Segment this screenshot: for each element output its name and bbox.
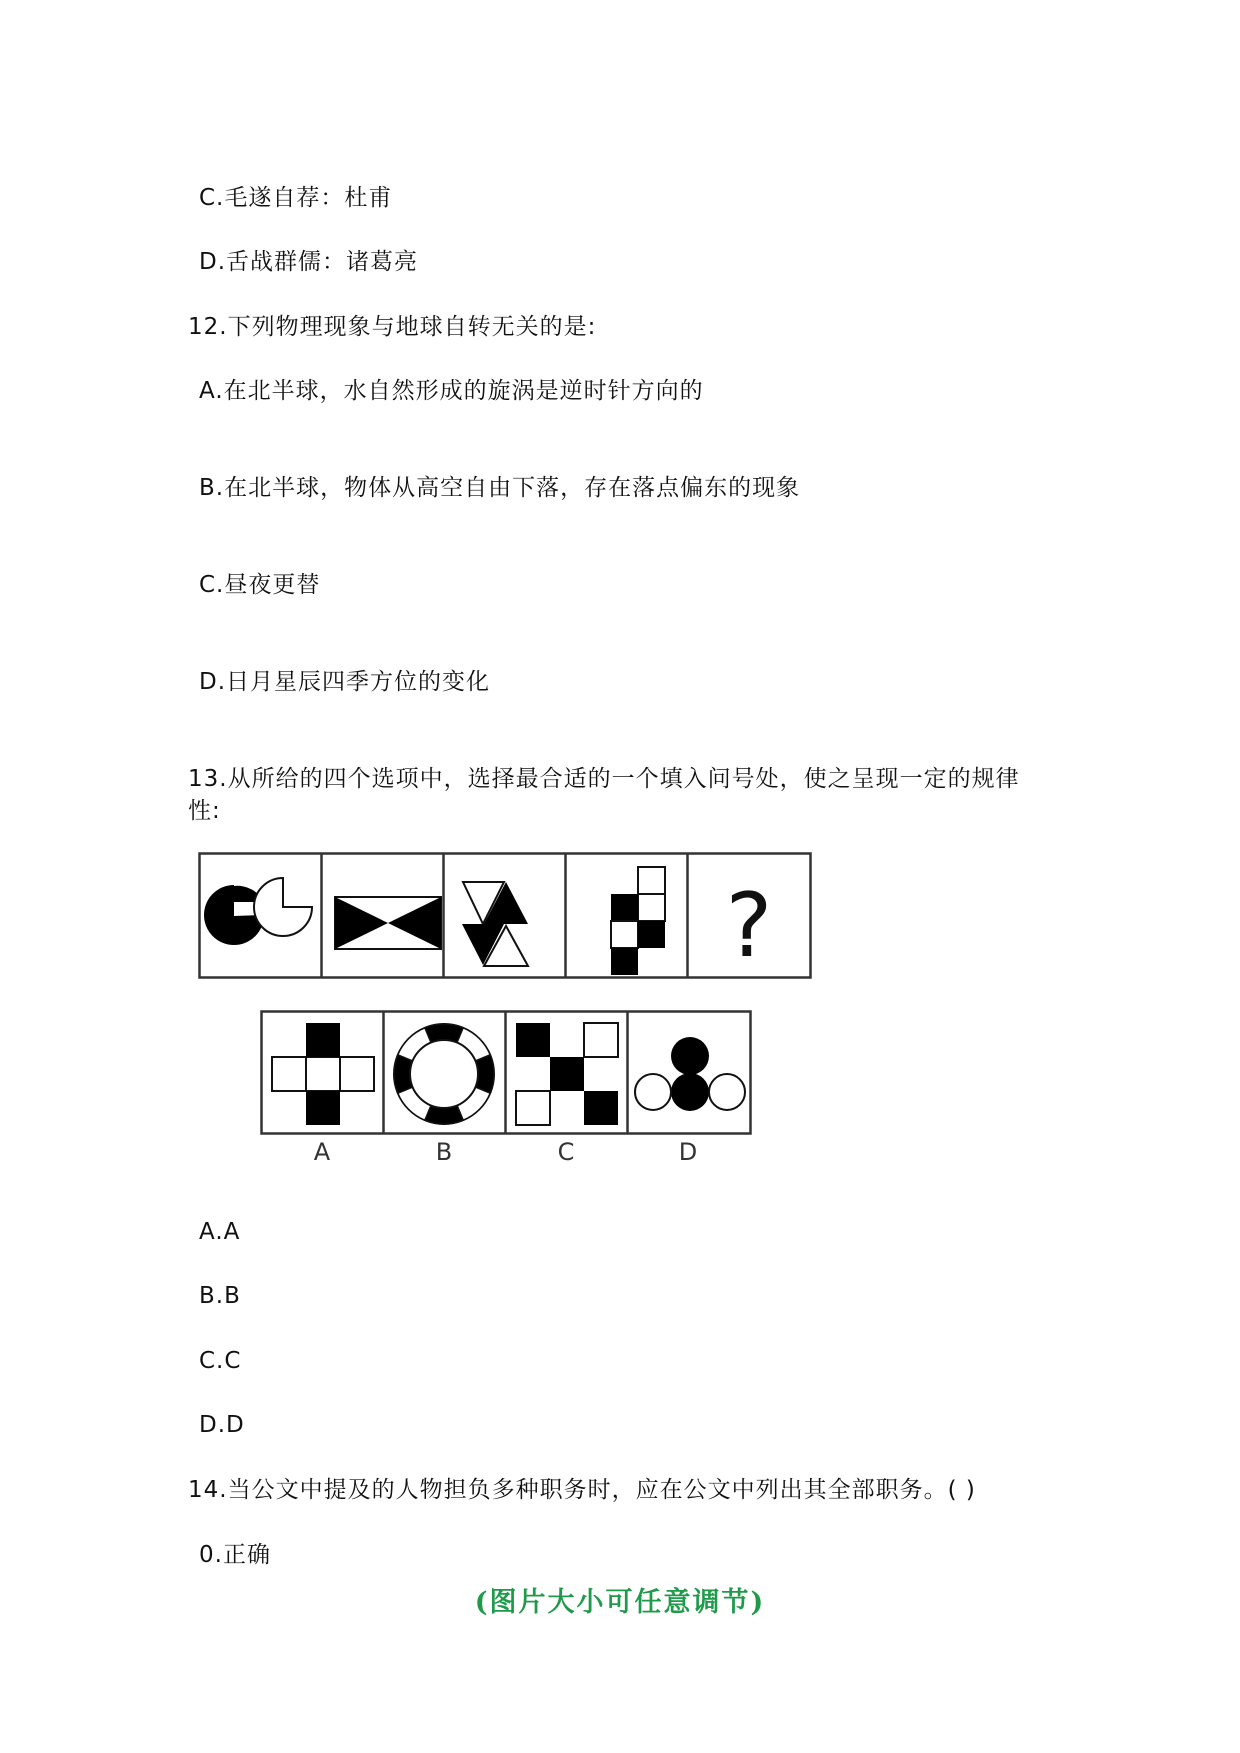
black-square — [550, 1057, 584, 1091]
q12-option-c: C.昼夜更替 — [199, 572, 321, 598]
white-square — [516, 1091, 550, 1125]
q12-option-d: D.日月星辰四季方位的变化 — [199, 669, 491, 695]
black-square — [584, 1091, 618, 1125]
white-square — [272, 1057, 306, 1091]
q13-option-a: A.A — [199, 1219, 241, 1245]
choice-label-c: C — [557, 1138, 575, 1166]
q12-option-a: A.在北半球，水自然形成的旋涡是逆时针方向的 — [199, 378, 704, 404]
white-square — [638, 894, 665, 921]
q13-question-line2: 性: — [188, 798, 221, 824]
black-square — [611, 948, 638, 975]
q11-option-d: D.舌战群儒：诸葛亮 — [199, 249, 419, 275]
white-square — [638, 867, 665, 894]
black-square — [516, 1023, 550, 1057]
q13-choices-figure — [260, 1010, 754, 1170]
white-square — [340, 1057, 374, 1091]
white-square — [611, 921, 638, 948]
black-square — [306, 1091, 340, 1125]
choice-label-b: B — [435, 1138, 453, 1166]
q11-option-c: C.毛遂自荐：杜甫 — [199, 185, 393, 211]
choice-b-ring — [394, 1024, 494, 1124]
q14-option-0: 0.正确 — [199, 1542, 271, 1568]
q13-sequence-figure — [198, 852, 814, 980]
question-mark: ? — [725, 874, 773, 977]
resize-caption: (图片大小可任意调节) — [474, 1587, 766, 1618]
black-circle — [671, 1073, 709, 1111]
q12-option-b: B.在北半球，物体从高空自由下落，存在落点偏东的现象 — [199, 475, 801, 501]
black-square — [306, 1023, 340, 1057]
black-circle — [671, 1037, 709, 1075]
q13-option-b: B.B — [199, 1283, 241, 1309]
q13-sequence-svg — [198, 852, 814, 980]
white-circle — [635, 1074, 671, 1110]
sequence-cell-2-bowtie — [335, 897, 441, 949]
white-square — [306, 1057, 340, 1091]
choice-label-a: A — [313, 1138, 331, 1166]
q14-question: 14.当公文中提及的人物担负多种职务时，应在公文中列出其全部职务。( ) — [188, 1477, 976, 1503]
white-square — [584, 1023, 618, 1057]
choice-label-d: D — [678, 1138, 698, 1166]
q12-question: 12.下列物理现象与地球自转无关的是: — [188, 314, 597, 340]
ring-inner — [410, 1040, 478, 1108]
q13-option-d: D.D — [199, 1412, 245, 1438]
white-circle — [709, 1074, 745, 1110]
black-square — [611, 894, 638, 921]
q13-option-c: C.C — [199, 1348, 242, 1374]
black-square — [638, 921, 665, 948]
q13-choices-svg — [260, 1010, 754, 1170]
q13-question-line1: 13.从所给的四个选项中，选择最合适的一个填入问号处，使之呈现一定的规律 — [188, 766, 1020, 792]
